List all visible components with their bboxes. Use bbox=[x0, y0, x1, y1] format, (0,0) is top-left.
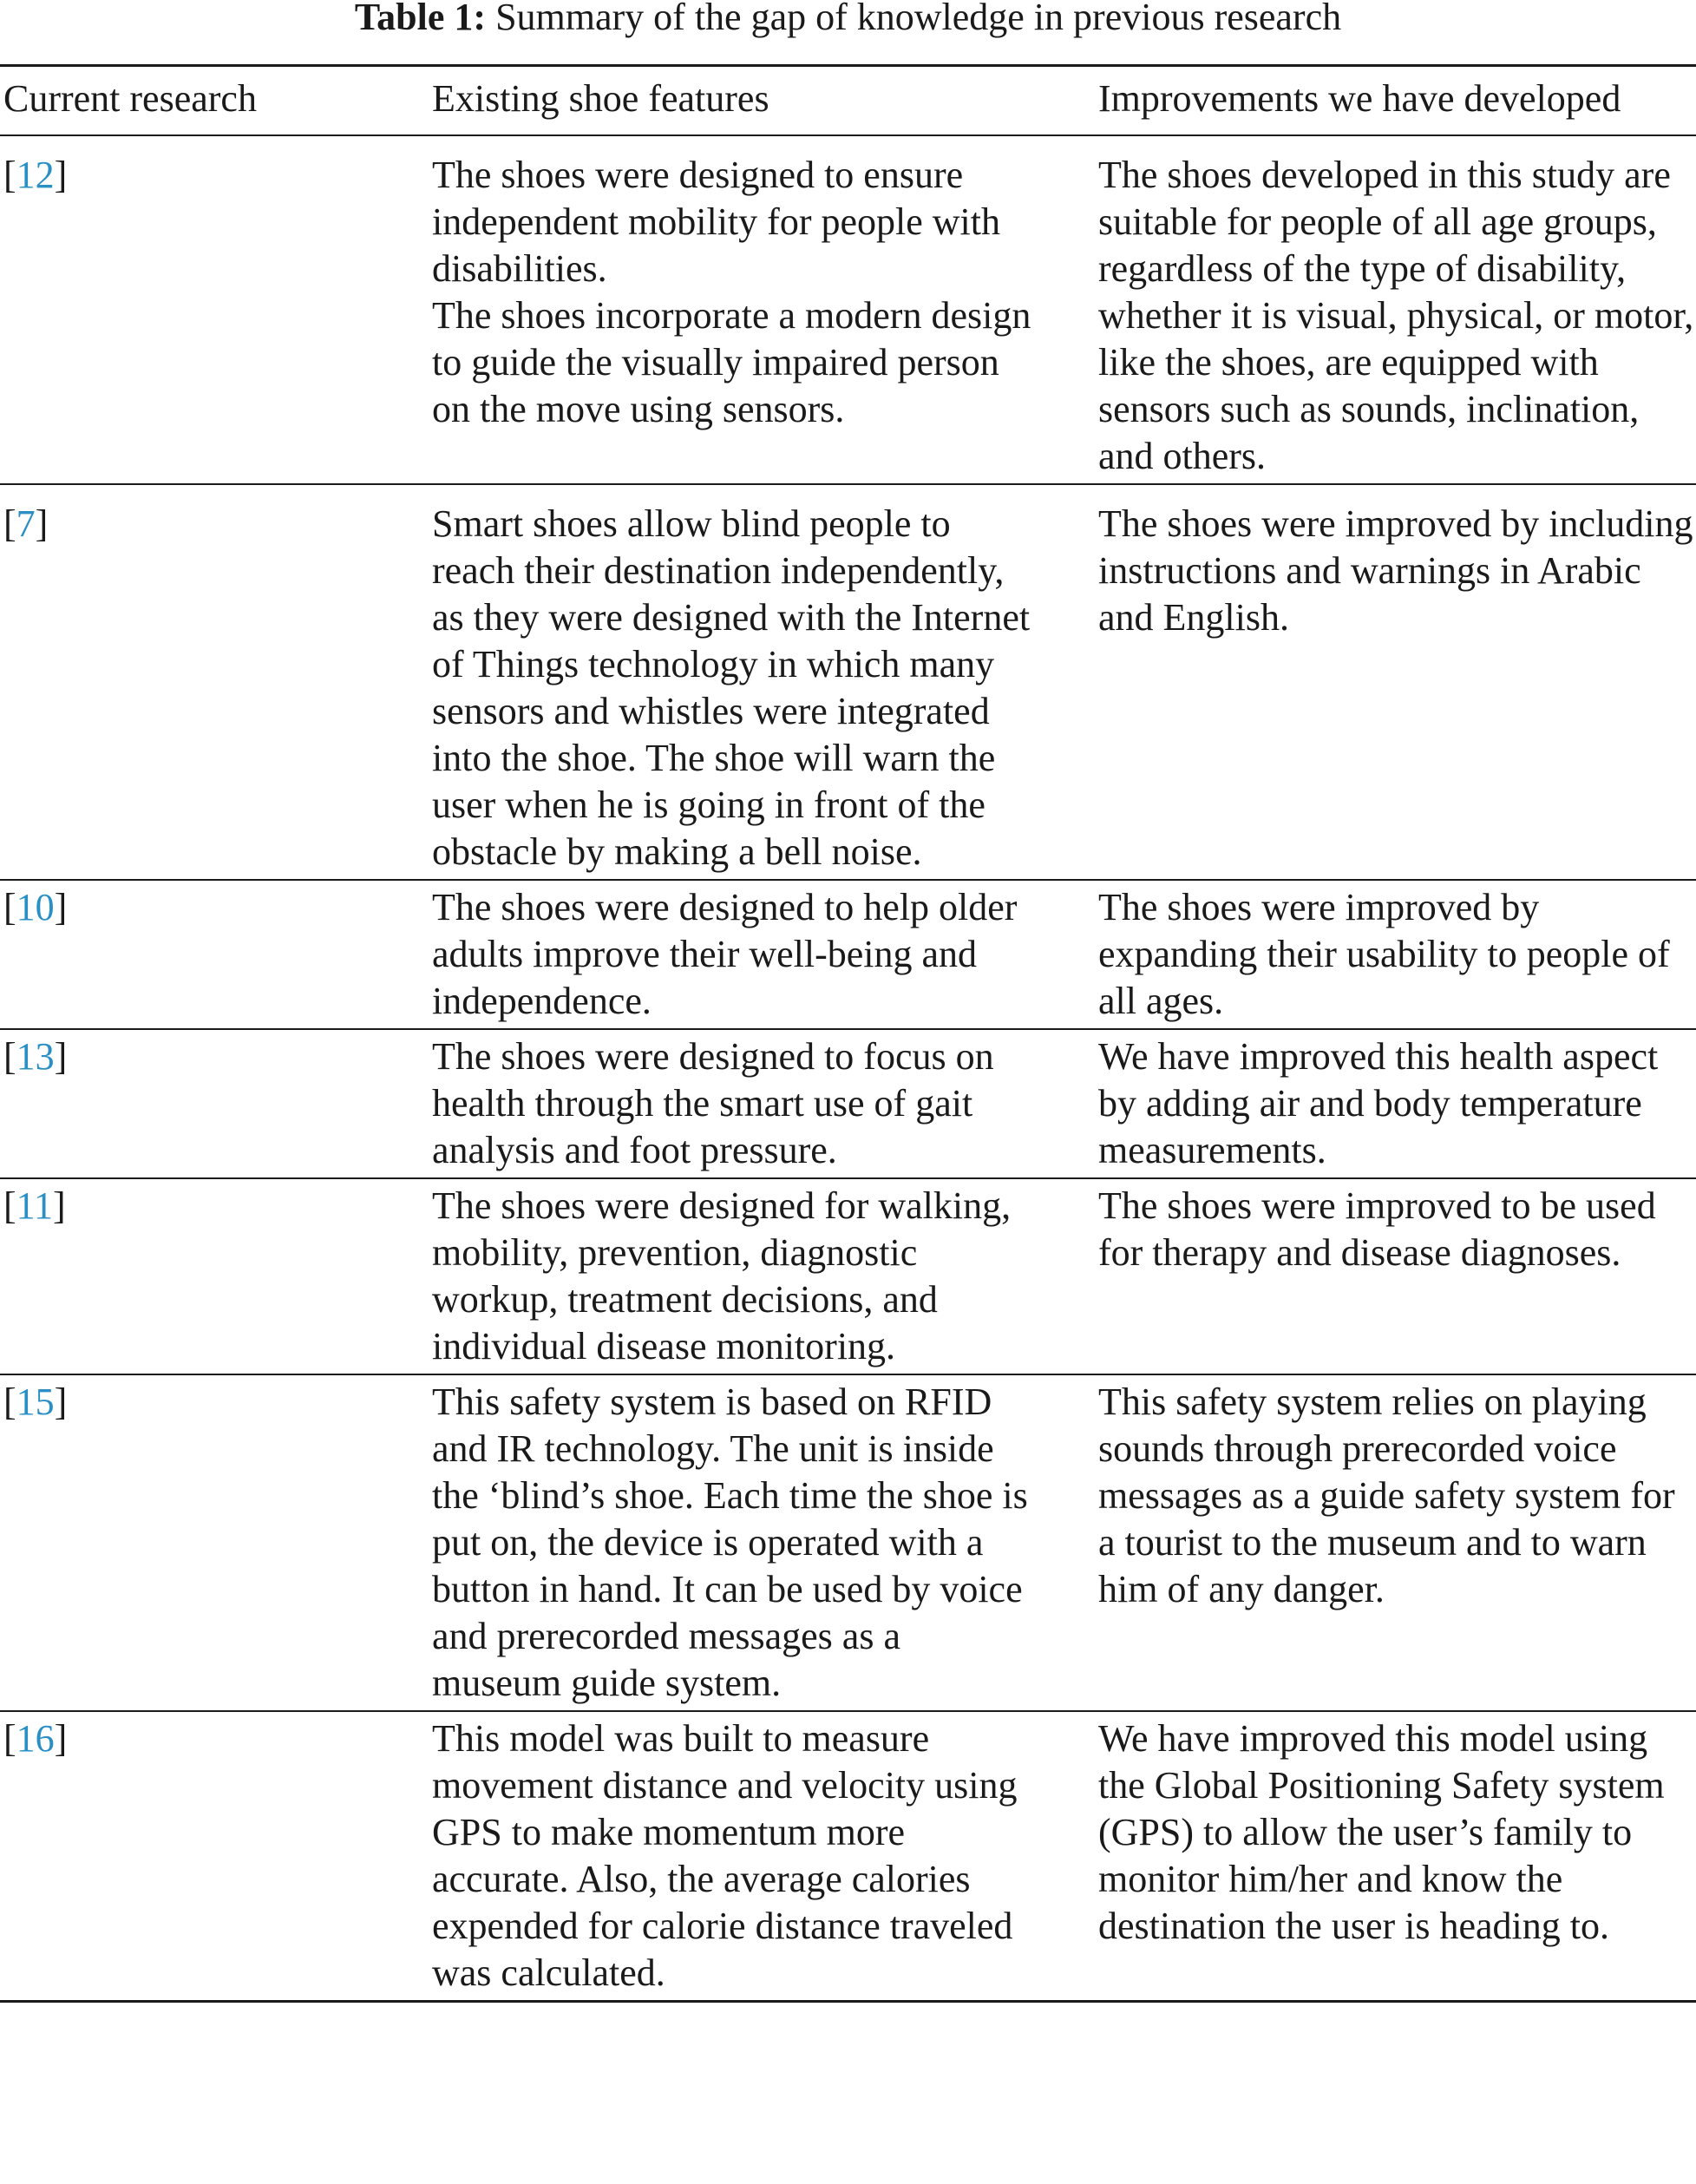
reference-link[interactable]: 12 bbox=[16, 154, 55, 196]
improvement-cell: The shoes were improved by including instructions and warnings in Arabic and English. bbox=[1098, 502, 1693, 639]
table-row bbox=[0, 135, 1696, 484]
existing-paragraph: The shoes were designed to focus on health through the smart use of gait analysis and foot pressure. bbox=[432, 1035, 994, 1171]
caption-label: Table 1: bbox=[354, 0, 487, 38]
reference-link[interactable]: 10 bbox=[16, 886, 55, 928]
existing-features-cell bbox=[432, 484, 1098, 880]
reference-link[interactable]: 13 bbox=[16, 1035, 55, 1078]
header-row bbox=[0, 66, 1696, 136]
improvement-cell: The shoes were improved to be used for therapy and disease diagnoses. bbox=[1098, 1184, 1656, 1274]
ref-cell: [11] bbox=[3, 1184, 66, 1227]
existing-features-cell bbox=[432, 1029, 1098, 1178]
ref-cell: [10] bbox=[3, 886, 68, 928]
knowledge-gap-table bbox=[0, 64, 1696, 2003]
header-current-research: Current research bbox=[3, 77, 257, 120]
existing-paragraph: Smart shoes allow blind people to reach their destination independently, as they were designed with the Internet of Things technology in which many sensors and whistles were integrated into the shoe. The shoe will warn the user when he is going in front of the obstacle by making a bell noise. bbox=[432, 502, 1031, 873]
improvement-cell: We have improved this model using the Global Positioning Safety system (GPS) to allow the user’s family to monitor him/her and know the destination the user is heading to. bbox=[1098, 1717, 1665, 1947]
ref-cell: [13] bbox=[3, 1035, 68, 1078]
existing-paragraph: The shoes were designed for walking, mobility, prevention, diagnostic workup, treatment decisions, and individual disease monitoring. bbox=[432, 1184, 1012, 1367]
table-caption bbox=[0, 0, 1696, 42]
ref-cell: [7] bbox=[3, 502, 49, 545]
reference-link[interactable]: 15 bbox=[16, 1381, 55, 1423]
improvement-cell: The shoes were improved by expanding their usability to people of all ages. bbox=[1098, 886, 1670, 1022]
reference-link[interactable]: 11 bbox=[16, 1184, 54, 1227]
existing-paragraph: The shoes were designed to help older adults improve their well-being and independence. bbox=[432, 886, 1018, 1022]
improvement-cell: We have improved this health aspect by adding air and body temperature measurements. bbox=[1098, 1035, 1659, 1171]
existing-paragraph: The shoes were designed to ensure independent mobility for people with disabilities. bbox=[432, 154, 1000, 290]
existing-features-cell bbox=[432, 880, 1098, 1029]
ref-cell: [16] bbox=[3, 1717, 68, 1760]
improvement-cell: The shoes developed in this study are suitable for people of all age groups, regardless of the type of disability, whether it is visual, physical, or motor, like the shoes, are equipped with sensors such as sounds, inclination, and others. bbox=[1098, 154, 1694, 477]
ref-cell: [12] bbox=[3, 154, 68, 196]
header-improvements: Improvements we have developed bbox=[1098, 77, 1621, 120]
table-row bbox=[0, 1374, 1696, 1711]
reference-link[interactable]: 7 bbox=[16, 502, 36, 545]
table-row bbox=[0, 484, 1696, 880]
table-row bbox=[0, 1178, 1696, 1374]
caption-title: Summary of the gap of knowledge in previous research bbox=[495, 0, 1342, 38]
table-row bbox=[0, 1029, 1696, 1178]
existing-features-cell bbox=[432, 135, 1098, 484]
table-row bbox=[0, 880, 1696, 1029]
existing-paragraph: The shoes incorporate a modern design to guide the visually impaired person on the move using sensors. bbox=[432, 294, 1031, 430]
reference-link[interactable]: 16 bbox=[16, 1717, 55, 1760]
existing-features-cell bbox=[432, 1178, 1098, 1374]
existing-paragraph: This safety system is based on RFID and IR technology. The unit is inside the ‘blind’s shoe. Each time the shoe is put on, the device is operated with a button in hand. It can be used by voice and prerecorded messages as a museum guide system. bbox=[432, 1381, 1028, 1704]
header-existing-features: Existing shoe features bbox=[432, 77, 769, 120]
ref-cell: [15] bbox=[3, 1381, 68, 1423]
existing-features-cell bbox=[432, 1711, 1098, 2002]
existing-paragraph: This model was built to measure movement distance and velocity using GPS to make momentum more accurate. Also, the average calories expended for calorie distance traveled was calculated. bbox=[432, 1717, 1018, 1994]
table-row bbox=[0, 1711, 1696, 2002]
existing-features-cell bbox=[432, 1374, 1098, 1711]
improvement-cell: This safety system relies on playing sounds through prerecorded voice messages as a guide safety system for a tourist to the museum and to warn him of any danger. bbox=[1098, 1381, 1675, 1610]
